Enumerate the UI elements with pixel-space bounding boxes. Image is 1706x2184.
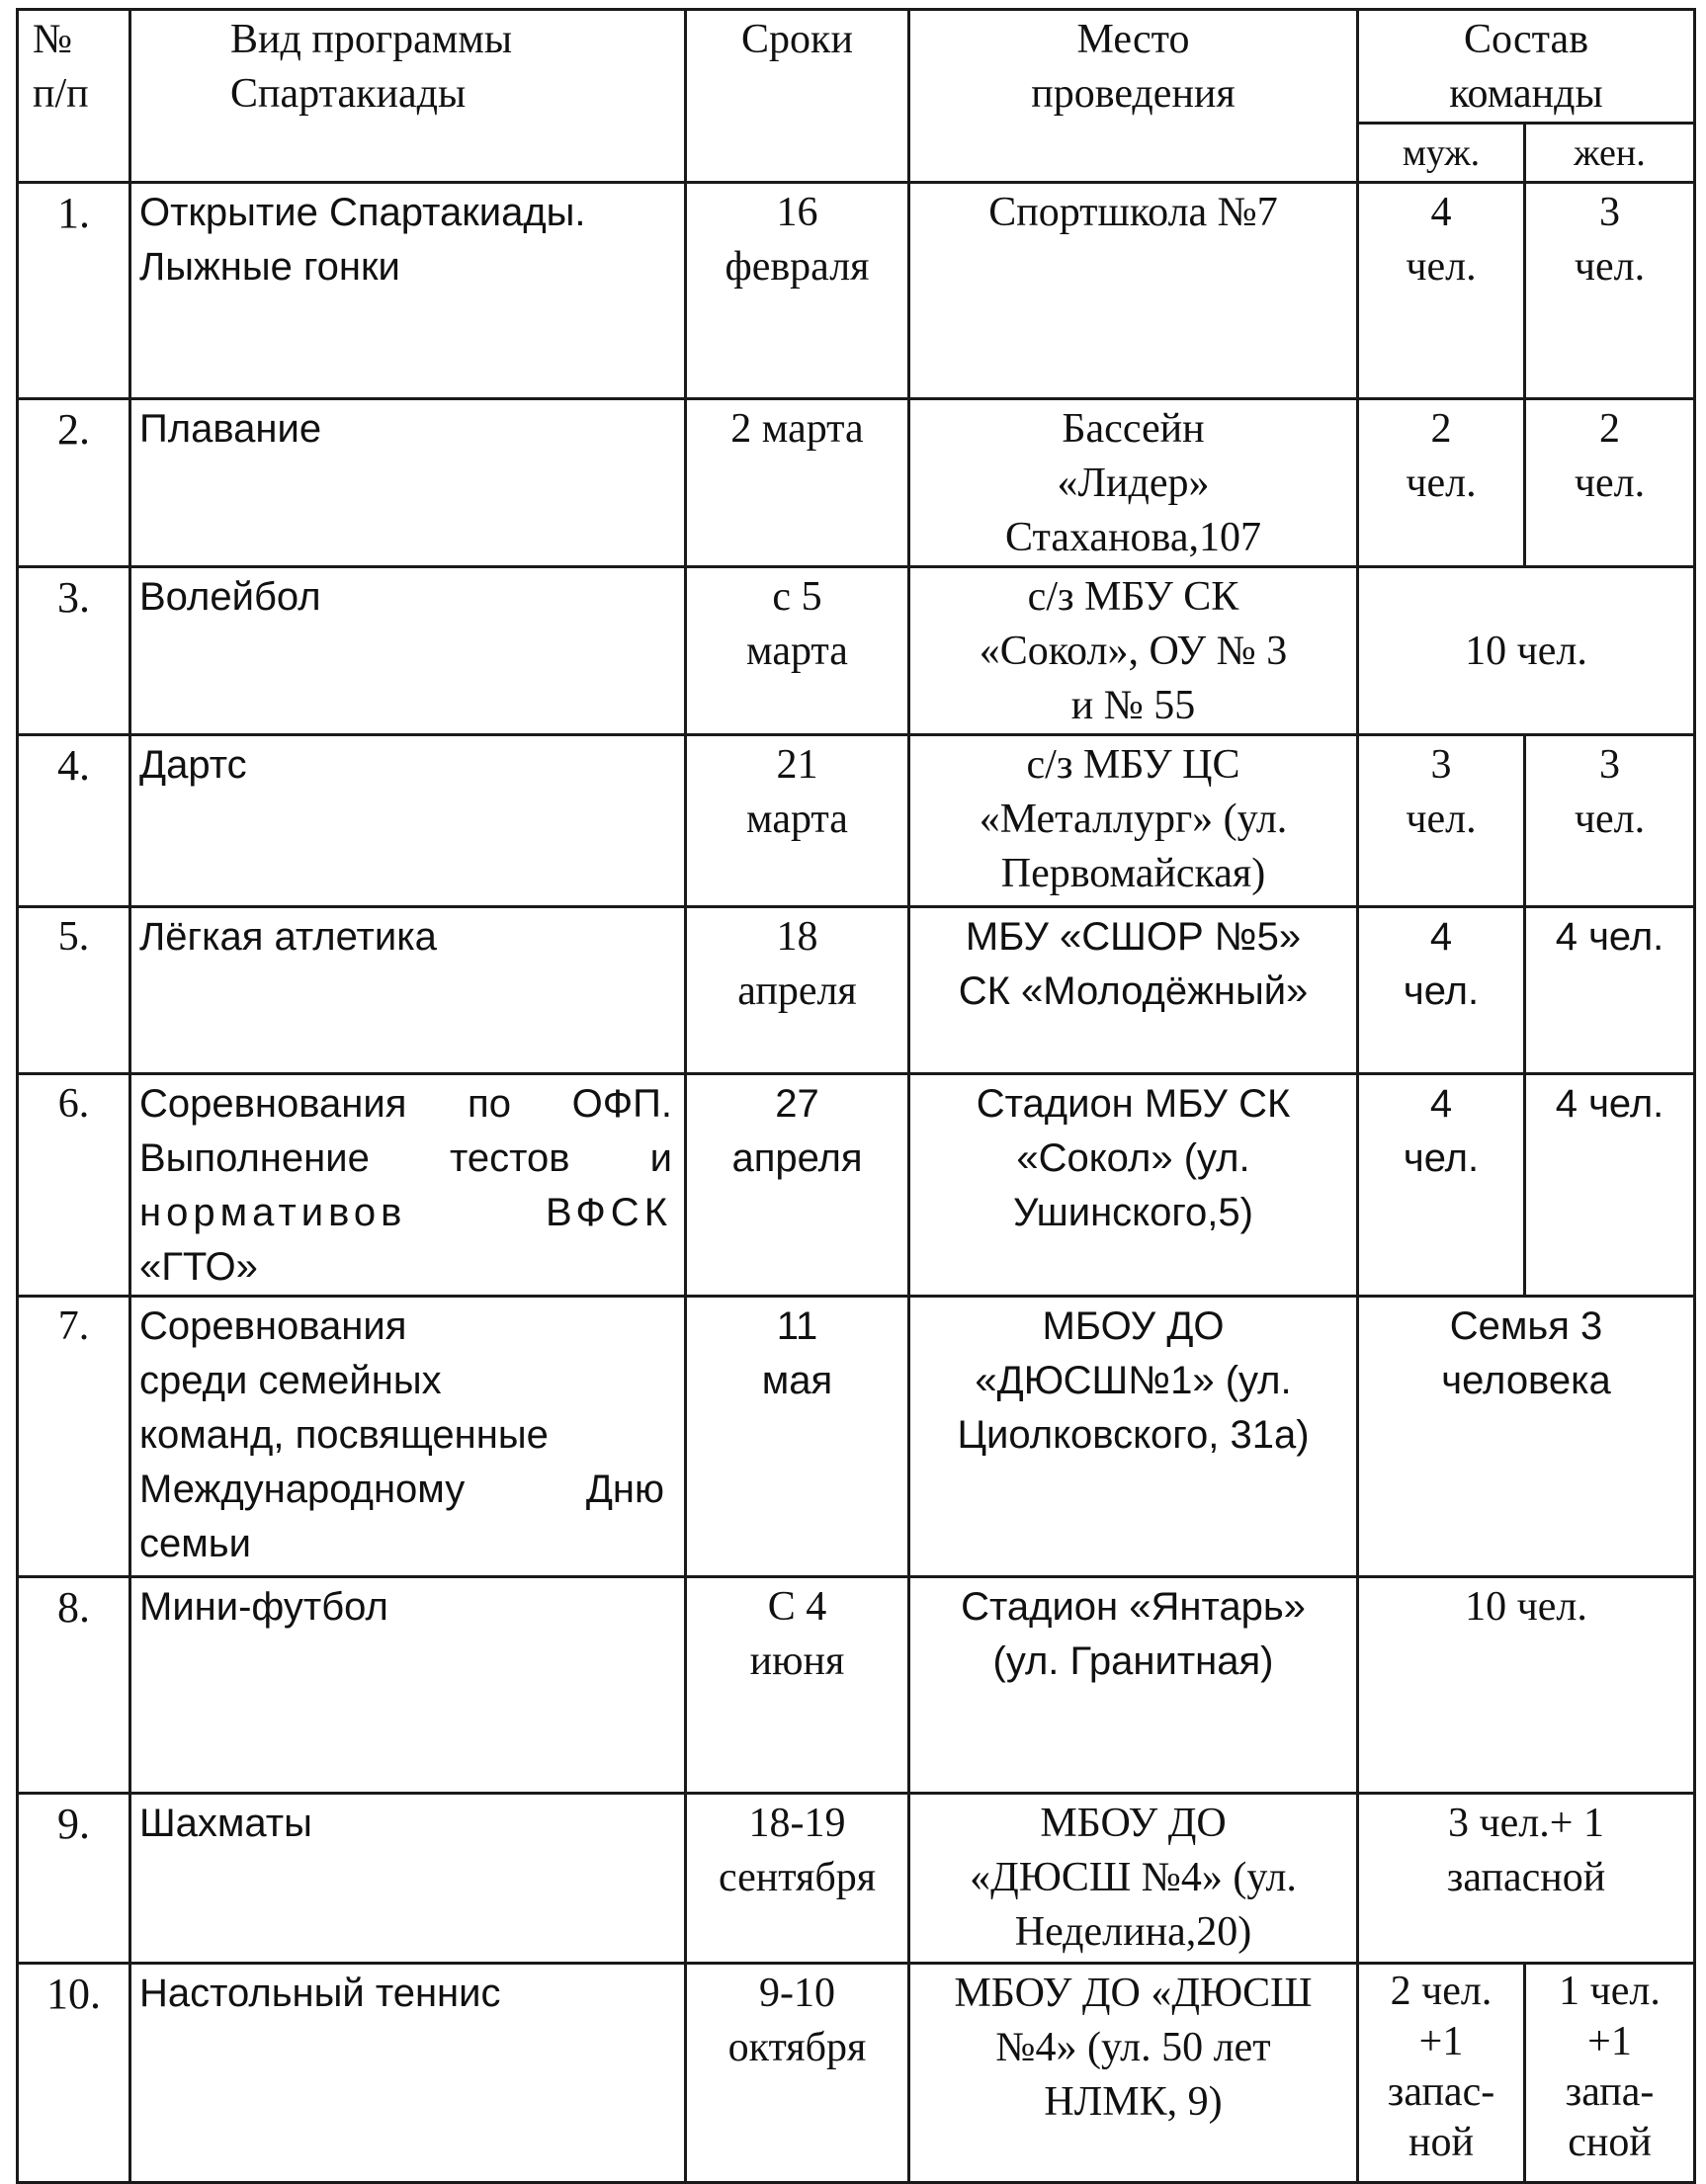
women-cell: 3 чел. — [1525, 183, 1695, 399]
team-cell: 3 чел.+ 1 запасной — [1358, 1794, 1695, 1964]
program-line: нормативов ВФСК — [139, 1191, 672, 1234]
header-team: Состав команды — [1358, 10, 1695, 124]
row-number: 9. — [18, 1794, 130, 1964]
program-line: Соревнования по ОФП. — [139, 1082, 672, 1126]
place-cell: МБОУ ДО «ДЮСШ№1» (ул. Циолковского, 31а) — [909, 1297, 1358, 1577]
header-program: Вид программы Спартакиады — [130, 10, 686, 183]
header-dates: Сроки — [686, 10, 909, 183]
dates-cell: 27 апреля — [686, 1074, 909, 1297]
program-line: среди семейных — [139, 1359, 442, 1402]
header-men: муж. — [1358, 124, 1525, 183]
table-row — [18, 735, 1695, 907]
program-line: команд, посвященные — [139, 1413, 549, 1457]
program-cell: Плавание — [130, 399, 686, 567]
table-row — [18, 1074, 1695, 1297]
spartakiad-schedule-table — [16, 8, 1696, 2184]
dates-cell: 16 февраля — [686, 183, 909, 399]
place-cell: МБОУ ДО «ДЮСШ №4» (ул. 50 лет НЛМК, 9) — [909, 1964, 1358, 2183]
women-cell: 3 чел. — [1525, 735, 1695, 907]
men-cell: 3 чел. — [1358, 735, 1525, 907]
table-row — [18, 399, 1695, 567]
dates-cell: 21 марта — [686, 735, 909, 907]
program-cell: Дартс — [130, 735, 686, 907]
men-cell: 2 чел. — [1358, 399, 1525, 567]
header-number: № п/п — [18, 10, 130, 183]
place-cell: МБУ «СШОР №5» СК «Молодёжный» — [909, 907, 1358, 1074]
men-cell: 4 чел. — [1358, 1074, 1525, 1297]
program-line: «ГТО» — [139, 1245, 258, 1289]
program-cell: Настольный теннис — [130, 1964, 686, 2183]
place-cell: с/з МБУ ЦС «Металлург» (ул. Первомайская) — [909, 735, 1358, 907]
women-cell: 1 чел. +1 запа- сной — [1525, 1964, 1695, 2183]
dates-cell: С 4 июня — [686, 1577, 909, 1794]
program-cell — [130, 1074, 686, 1297]
program-cell: Шахматы — [130, 1794, 686, 1964]
program-cell: Лёгкая атлетика — [130, 907, 686, 1074]
men-cell: 4 чел. — [1358, 907, 1525, 1074]
program-line: семьи — [139, 1522, 251, 1565]
row-number: 3. — [18, 567, 130, 735]
men-cell: 2 чел. +1 запас- ной — [1358, 1964, 1525, 2183]
dates-cell: 2 марта — [686, 399, 909, 567]
table-row — [18, 1297, 1695, 1577]
program-line: Выполнение тестов и — [139, 1136, 672, 1180]
team-cell: 10 чел. — [1358, 1577, 1695, 1794]
place-cell: Бассейн «Лидер» Стаханова,107 — [909, 399, 1358, 567]
place-cell: МБОУ ДО «ДЮСШ №4» (ул. Неделина,20) — [909, 1794, 1358, 1964]
women-cell: 2 чел. — [1525, 399, 1695, 567]
place-cell: с/з МБУ СК «Сокол», ОУ № 3 и № 55 — [909, 567, 1358, 735]
program-cell: Мини-футбол — [130, 1577, 686, 1794]
table-row — [18, 907, 1695, 1074]
table-row — [18, 1794, 1695, 1964]
row-number: 8. — [18, 1577, 130, 1794]
table-row — [18, 567, 1695, 735]
dates-cell: с 5 марта — [686, 567, 909, 735]
place-cell: Спортшкола №7 — [909, 183, 1358, 399]
row-number: 5. — [18, 907, 130, 1074]
row-number: 10. — [18, 1964, 130, 2183]
program-line: Соревнования — [139, 1304, 407, 1348]
table-row — [18, 1964, 1695, 2183]
header-row — [18, 10, 1695, 124]
program-cell: Открытие Спартакиады. Лыжные гонки — [130, 183, 686, 399]
header-place: Место проведения — [909, 10, 1358, 183]
team-cell: Семья 3 человека — [1358, 1297, 1695, 1577]
program-line: Международному Дню — [139, 1468, 664, 1511]
place-cell: Стадион МБУ СК «Сокол» (ул. Ушинского,5) — [909, 1074, 1358, 1297]
row-number: 2. — [18, 399, 130, 567]
header-women: жен. — [1525, 124, 1695, 183]
men-cell: 4 чел. — [1358, 183, 1525, 399]
team-cell: 10 чел. — [1358, 567, 1695, 735]
row-number: 6. — [18, 1074, 130, 1297]
row-number: 4. — [18, 735, 130, 907]
row-number: 1. — [18, 183, 130, 399]
row-number: 7. — [18, 1297, 130, 1577]
women-cell: 4 чел. — [1525, 1074, 1695, 1297]
dates-cell: 11 мая — [686, 1297, 909, 1577]
place-cell: Стадион «Янтарь» (ул. Гранитная) — [909, 1577, 1358, 1794]
program-cell — [130, 1297, 686, 1577]
women-cell: 4 чел. — [1525, 907, 1695, 1074]
table-row — [18, 1577, 1695, 1794]
table-row — [18, 183, 1695, 399]
dates-cell: 18-19 сентября — [686, 1794, 909, 1964]
dates-cell: 18 апреля — [686, 907, 909, 1074]
program-cell: Волейбол — [130, 567, 686, 735]
dates-cell: 9-10 октября — [686, 1964, 909, 2183]
